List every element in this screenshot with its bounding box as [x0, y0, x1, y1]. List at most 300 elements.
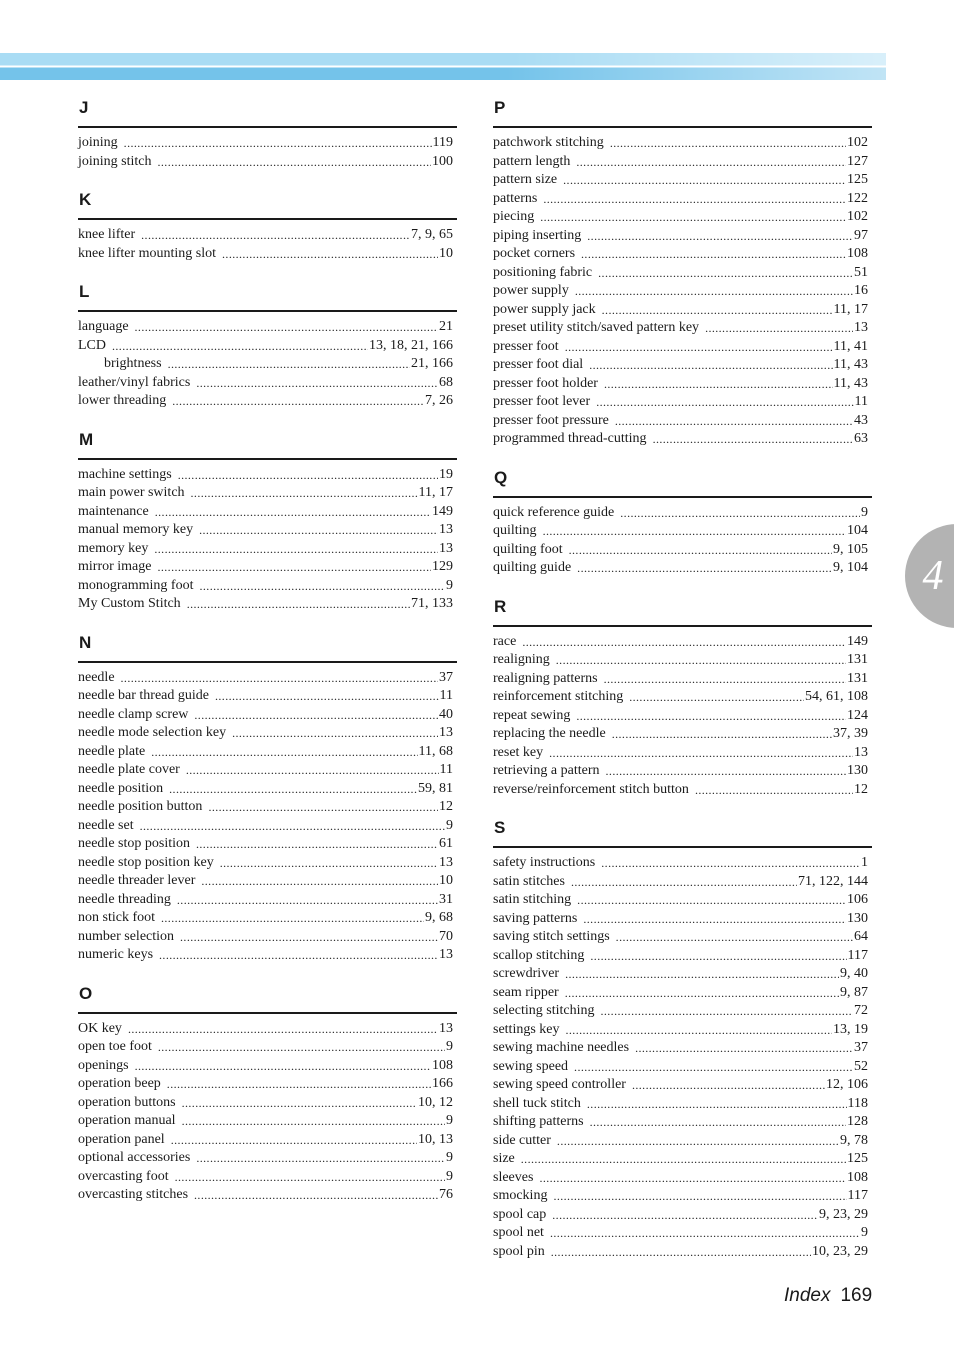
- index-section: [78, 282, 457, 410]
- index-entry: [78, 668, 457, 687]
- entry-pages: 61: [439, 836, 453, 851]
- index-entry: [78, 1148, 457, 1167]
- index-entry: [78, 465, 457, 484]
- entry-pages: 124: [847, 707, 868, 723]
- entry-term: retrieving a pattern: [493, 763, 600, 778]
- section-rule: [78, 1012, 457, 1014]
- entry-term: needle stop position key: [78, 854, 214, 870]
- entry-term: needle clamp screw: [78, 706, 189, 722]
- entry-pages: 13: [439, 1020, 453, 1036]
- entry-term: needle position button: [78, 799, 203, 814]
- section-rule: [493, 126, 872, 128]
- index-entry: [78, 317, 457, 336]
- index-entry: [493, 687, 872, 706]
- entry-pages: 10: [439, 245, 453, 261]
- index-section: [493, 98, 872, 448]
- entry-pages: 9: [446, 1168, 453, 1184]
- dot-leader: [549, 744, 853, 758]
- dot-leader: [569, 541, 832, 555]
- index-entry: [78, 594, 457, 613]
- entry-term: presser foot holder: [493, 375, 598, 391]
- entry-pages: 117: [847, 947, 868, 963]
- entry-term: non stick foot: [78, 910, 155, 925]
- index-entry: [78, 705, 457, 724]
- index-entry: [493, 429, 872, 448]
- dot-leader: [556, 651, 846, 665]
- section-letter: M: [79, 429, 94, 449]
- dot-leader: [587, 1095, 847, 1109]
- dot-leader: [575, 282, 853, 296]
- entry-pages: 130: [847, 763, 868, 778]
- dot-leader: [199, 521, 438, 535]
- entry-pages: 71, 122, 144: [798, 873, 868, 889]
- entry-pages: 128: [847, 1114, 868, 1129]
- index-entry: [78, 539, 457, 558]
- entry-pages: 117: [847, 1188, 868, 1203]
- index-entry: [78, 908, 457, 927]
- index-entry: [493, 650, 872, 669]
- index-entry: [78, 1074, 457, 1093]
- entry-term: spool pin: [493, 1243, 545, 1259]
- entry-term: operation manual: [78, 1113, 176, 1128]
- index-entry: [493, 669, 872, 688]
- entry-term: OK key: [78, 1020, 122, 1036]
- index-entry: [493, 152, 872, 171]
- entry-pages: 119: [432, 135, 453, 150]
- dot-leader: [616, 928, 853, 942]
- index-entry: [78, 391, 457, 410]
- dot-leader: [196, 835, 438, 849]
- entry-pages: 12: [439, 799, 453, 814]
- index-entry: [78, 1019, 457, 1038]
- index-entry: [493, 1205, 872, 1224]
- dot-leader: [222, 245, 438, 259]
- entry-pages: 166: [432, 1076, 453, 1091]
- footer-label: Index: [784, 1285, 831, 1306]
- dot-leader: [128, 1020, 438, 1034]
- index-entry: [493, 909, 872, 928]
- entry-pages: 9: [446, 1113, 453, 1128]
- index-entry: [78, 133, 457, 152]
- index-entry: [493, 374, 872, 393]
- entry-term: monogramming foot: [78, 577, 194, 593]
- dot-leader: [565, 984, 839, 998]
- entry-term: power supply: [493, 283, 569, 298]
- index-entry: [493, 263, 872, 282]
- entry-pages: 37, 39: [833, 726, 868, 741]
- dot-leader: [566, 1021, 833, 1035]
- entry-term: reset key: [493, 744, 544, 760]
- entry-term: operation buttons: [78, 1094, 176, 1110]
- entry-term: pocket corners: [493, 246, 576, 261]
- index-entry: [493, 927, 872, 946]
- dot-leader: [161, 909, 424, 923]
- dot-leader: [124, 134, 432, 148]
- index-column-right: [493, 98, 872, 1280]
- entry-pages: 125: [847, 1151, 868, 1166]
- entry-term: optional accessories: [78, 1150, 191, 1165]
- dot-leader: [581, 245, 846, 259]
- index-section: [493, 597, 872, 799]
- index-entry: [78, 557, 457, 576]
- dot-leader: [606, 762, 846, 776]
- entry-term: joining stitch: [78, 153, 152, 169]
- entry-term: positioning fabric: [493, 264, 593, 280]
- entry-term: preset utility stitch/saved pattern key: [493, 320, 700, 335]
- dot-leader: [177, 891, 438, 905]
- dot-leader: [200, 577, 446, 591]
- entry-term: smocking: [493, 1188, 548, 1203]
- entry-term: needle plate cover: [78, 762, 180, 777]
- entry-term: needle bar thread guide: [78, 688, 209, 703]
- index-entry: [493, 133, 872, 152]
- entry-pages: 59, 81: [418, 780, 453, 796]
- dot-leader: [135, 1057, 431, 1071]
- entry-term: maintenance: [78, 503, 149, 519]
- entry-term: quilting: [493, 523, 537, 538]
- dot-leader: [604, 670, 846, 684]
- section-rule: [78, 126, 457, 128]
- entry-pages: 13: [439, 854, 453, 870]
- dot-leader: [610, 134, 846, 148]
- entry-term: numeric keys: [78, 947, 154, 962]
- index-entry: [78, 871, 457, 890]
- dot-leader: [196, 1149, 445, 1163]
- index-entry: [78, 483, 457, 502]
- section-rule: [78, 458, 457, 460]
- index-section: [78, 633, 457, 964]
- dot-leader: [553, 1187, 846, 1201]
- dot-leader: [186, 761, 439, 775]
- entry-pages: 7, 26: [425, 393, 453, 408]
- dot-leader: [540, 208, 846, 222]
- entry-term: presser foot dial: [493, 357, 584, 372]
- dot-leader: [576, 707, 846, 721]
- dot-leader: [168, 355, 410, 369]
- index-entry: [493, 189, 872, 208]
- entry-pages: 149: [432, 503, 453, 519]
- entry-pages: 12: [854, 781, 868, 797]
- entry-pages: 9, 78: [840, 1132, 868, 1148]
- entry-pages: 16: [854, 283, 868, 298]
- entry-term: race: [493, 633, 517, 649]
- entry-term: repeat sewing: [493, 707, 571, 723]
- entry-pages: 11, 43: [833, 357, 868, 372]
- entry-term: saving stitch settings: [493, 929, 610, 944]
- dot-leader: [157, 558, 431, 572]
- entry-term: needle threader lever: [78, 873, 196, 888]
- entry-pages: 11: [439, 762, 453, 777]
- dot-leader: [620, 504, 860, 518]
- index-entry: [78, 927, 457, 946]
- entry-pages: 51: [854, 264, 868, 280]
- index-entry: [78, 336, 457, 355]
- entry-term: sleeves: [493, 1169, 534, 1185]
- section-rule: [493, 625, 872, 627]
- entry-term: knee lifter: [78, 227, 136, 242]
- entry-pages: 125: [847, 172, 868, 187]
- entry-pages: 10: [439, 873, 453, 888]
- dot-leader: [121, 669, 438, 683]
- dot-leader: [158, 153, 432, 167]
- dot-leader: [220, 854, 438, 868]
- index-entry: [493, 983, 872, 1002]
- section-letter: J: [79, 98, 89, 117]
- entry-term: patchwork stitching: [493, 135, 604, 150]
- entry-pages: 104: [847, 523, 868, 538]
- index-entry: [78, 1093, 457, 1112]
- entry-term: needle threading: [78, 891, 171, 907]
- dot-leader: [201, 872, 438, 886]
- entry-term: openings: [78, 1057, 129, 1073]
- entry-term: leather/vinyl fabrics: [78, 374, 191, 390]
- entry-term: settings key: [493, 1021, 560, 1037]
- entry-term: size: [493, 1151, 515, 1166]
- index-entry: [78, 945, 457, 964]
- entry-pages: 64: [854, 929, 868, 944]
- dot-leader: [576, 153, 846, 167]
- index-entry: [493, 946, 872, 965]
- index-entry: [493, 1020, 872, 1039]
- index-entry: [78, 797, 457, 816]
- entry-term: joining: [78, 135, 118, 150]
- entry-term: knee lifter mounting slot: [78, 245, 217, 261]
- index-entry: [78, 502, 457, 521]
- index-entry: [493, 1094, 872, 1113]
- dot-leader: [590, 947, 846, 961]
- entry-term: needle stop position: [78, 836, 190, 851]
- entry-pages: 54, 61, 108: [805, 689, 868, 704]
- index-section: [78, 190, 457, 262]
- index-entry: [78, 520, 457, 539]
- dot-leader: [600, 1002, 853, 1016]
- dot-leader: [112, 337, 368, 351]
- entry-term: language: [78, 319, 129, 334]
- entry-term: needle plate: [78, 743, 146, 759]
- dot-leader: [539, 1169, 846, 1183]
- index-entry: [493, 724, 872, 743]
- entry-term: manual memory key: [78, 522, 194, 537]
- dot-leader: [574, 1058, 853, 1072]
- entry-term: spool net: [493, 1225, 544, 1240]
- entry-pages: 9, 104: [833, 560, 868, 575]
- dot-leader: [583, 910, 846, 924]
- index-section: [78, 98, 457, 170]
- page-footer: [784, 1284, 872, 1308]
- index-entry: [493, 1149, 872, 1168]
- index-entry: [493, 632, 872, 651]
- entry-term: overcasting stitches: [78, 1187, 189, 1202]
- entry-pages: 106: [847, 892, 868, 907]
- entry-pages: 13: [439, 947, 453, 962]
- index-entry: [493, 207, 872, 226]
- entry-term: needle mode selection key: [78, 725, 227, 740]
- dot-leader: [604, 375, 833, 389]
- dot-leader: [629, 688, 804, 702]
- index-entry: [78, 1037, 457, 1056]
- entry-pages: 11, 41: [833, 338, 868, 354]
- chapter-number: 4: [922, 553, 944, 599]
- dot-leader: [590, 1113, 846, 1127]
- index-column-left: [78, 98, 457, 1224]
- dot-leader: [557, 1132, 839, 1146]
- index-entry: [78, 1056, 457, 1075]
- index-entry: [493, 355, 872, 374]
- dot-leader: [705, 319, 853, 333]
- entry-pages: 63: [854, 431, 868, 446]
- entry-pages: 12, 106: [826, 1077, 868, 1092]
- entry-term: saving patterns: [493, 910, 578, 926]
- dot-leader: [522, 633, 846, 647]
- index-entry: [493, 318, 872, 337]
- index-entry: [493, 300, 872, 319]
- entry-pages: 1: [861, 855, 868, 870]
- entry-pages: 97: [854, 227, 868, 243]
- entry-pages: 129: [432, 559, 453, 574]
- index-entry: [493, 853, 872, 872]
- entry-pages: 37: [439, 669, 453, 685]
- entry-pages: 118: [847, 1095, 868, 1111]
- dot-leader: [587, 227, 853, 241]
- entry-pages: 11, 43: [833, 375, 868, 391]
- index-entry: [493, 503, 872, 522]
- section-rule: [493, 496, 872, 498]
- dot-leader: [232, 724, 438, 738]
- entry-pages: 37: [854, 1040, 868, 1055]
- dot-leader: [180, 928, 438, 942]
- dot-leader: [565, 338, 833, 352]
- dot-leader: [598, 264, 853, 278]
- index-entry: [493, 890, 872, 909]
- dot-leader: [194, 706, 438, 720]
- entry-pages: 13: [439, 540, 453, 556]
- entry-pages: 149: [847, 633, 868, 649]
- dot-leader: [194, 1186, 438, 1200]
- section-letter: P: [494, 98, 506, 117]
- index-entry: [493, 1131, 872, 1150]
- dot-leader: [653, 430, 853, 444]
- entry-pages: 13: [854, 320, 868, 335]
- index-entry: [78, 834, 457, 853]
- index-entry: [493, 706, 872, 725]
- entry-pages: 68: [439, 374, 453, 390]
- index-entry: [78, 890, 457, 909]
- entry-pages: 9, 68: [425, 910, 453, 925]
- section-rule: [78, 661, 457, 663]
- entry-term: needle set: [78, 817, 134, 833]
- entry-pages: 9: [861, 504, 868, 520]
- entry-pages: 13: [854, 744, 868, 760]
- dot-leader: [175, 1168, 445, 1182]
- entry-term: reinforcement stitching: [493, 689, 624, 704]
- index-entry: [493, 1057, 872, 1076]
- index-entry: [493, 1223, 872, 1242]
- entry-pages: 21: [439, 319, 453, 334]
- dot-leader: [521, 1150, 846, 1164]
- index-entry: [78, 1130, 457, 1149]
- entry-pages: 76: [439, 1187, 453, 1202]
- entry-term: mirror image: [78, 559, 152, 574]
- entry-term: satin stitches: [493, 873, 565, 889]
- dot-leader: [550, 1224, 860, 1238]
- entry-term: shell tuck stitch: [493, 1095, 581, 1111]
- index-entry: [78, 576, 457, 595]
- entry-term: programmed thread-cutting: [493, 431, 647, 446]
- entry-pages: 13: [439, 725, 453, 740]
- entry-term: memory key: [78, 540, 149, 556]
- entry-pages: 9, 87: [840, 984, 868, 1000]
- index-entry: [493, 1038, 872, 1057]
- entry-pages: 9: [446, 1150, 453, 1165]
- entry-pages: 72: [854, 1003, 868, 1018]
- entry-term: sewing speed controller: [493, 1077, 626, 1092]
- entry-term: presser foot pressure: [493, 412, 609, 428]
- entry-pages: 71, 133: [411, 596, 453, 611]
- index-entry: [493, 1242, 872, 1261]
- dot-leader: [141, 226, 410, 240]
- dot-leader: [158, 1038, 445, 1052]
- entry-pages: 10, 12: [418, 1094, 453, 1110]
- entry-pages: 13: [439, 522, 453, 537]
- entry-term: shifting patterns: [493, 1114, 584, 1129]
- index-entry: [493, 743, 872, 762]
- index-entry: [493, 872, 872, 891]
- index-section: [78, 984, 457, 1204]
- dot-leader: [159, 946, 438, 960]
- entry-term: realigning: [493, 652, 550, 667]
- entry-pages: 11: [854, 394, 868, 409]
- entry-pages: 10, 23, 29: [812, 1243, 868, 1259]
- entry-pages: 21, 166: [411, 356, 453, 371]
- dot-leader: [543, 190, 846, 204]
- index-entry: [78, 1167, 457, 1186]
- dot-leader: [171, 1131, 417, 1145]
- entry-term: seam ripper: [493, 984, 559, 1000]
- entry-pages: 127: [847, 153, 868, 169]
- dot-leader: [155, 503, 431, 517]
- entry-term: presser foot lever: [493, 394, 591, 409]
- dot-leader: [602, 301, 833, 315]
- index-entry: [493, 761, 872, 780]
- section-rule: [78, 218, 457, 220]
- dot-leader: [552, 1206, 818, 1220]
- entry-pages: 11, 17: [833, 301, 868, 317]
- entry-pages: 31: [439, 891, 453, 907]
- section-letter: S: [494, 818, 506, 837]
- dot-leader: [596, 393, 853, 407]
- dot-leader: [612, 725, 832, 739]
- header-band: [0, 53, 886, 80]
- index-entry: [493, 558, 872, 577]
- dot-leader: [208, 798, 438, 812]
- entry-term: brightness: [104, 356, 162, 371]
- dot-leader: [589, 356, 832, 370]
- dot-leader: [563, 171, 846, 185]
- entry-term: satin stitching: [493, 892, 572, 907]
- index-entry: [493, 337, 872, 356]
- index-entry: [493, 1168, 872, 1187]
- index-entry: [493, 1112, 872, 1131]
- index-entry: [78, 686, 457, 705]
- entry-pages: 43: [854, 412, 868, 428]
- dot-leader: [196, 374, 438, 388]
- dot-leader: [167, 1075, 431, 1089]
- index-entry: [78, 853, 457, 872]
- index-entry: [78, 225, 457, 244]
- entry-pages: 131: [847, 652, 868, 667]
- entry-term: power supply jack: [493, 301, 596, 317]
- dot-leader: [571, 873, 797, 887]
